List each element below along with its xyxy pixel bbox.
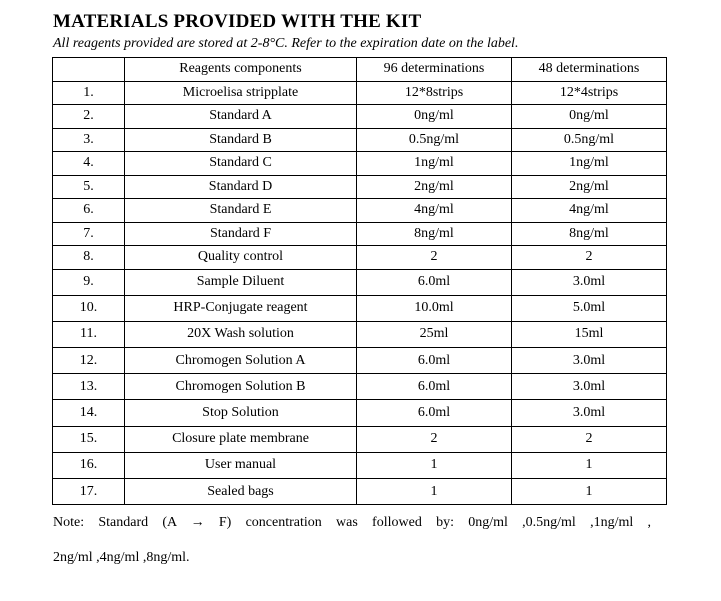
- table-row: [53, 400, 667, 426]
- row-48-amount: 15ml: [512, 321, 667, 347]
- table-row: [53, 348, 667, 374]
- row-component: Sealed bags: [125, 479, 357, 505]
- row-48-amount: 8ng/ml: [512, 222, 667, 246]
- table-row: [53, 426, 667, 452]
- row-component: User manual: [125, 452, 357, 478]
- row-index: 16.: [53, 452, 125, 478]
- row-96-amount: 2: [357, 426, 512, 452]
- storage-instructions: All reagents provided are stored at 2-8°C. Refer to the expiration date on the label.: [53, 36, 519, 51]
- row-96-amount: 0.5ng/ml: [357, 128, 512, 152]
- table-row: [53, 479, 667, 505]
- row-index: 12.: [53, 348, 125, 374]
- row-index: 6.: [53, 199, 125, 223]
- row-component: Closure plate membrane: [125, 426, 357, 452]
- row-48-amount: 1: [512, 452, 667, 478]
- row-component: Stop Solution: [125, 400, 357, 426]
- table-row: [53, 321, 667, 347]
- table-row: [53, 105, 667, 129]
- row-96-amount: 8ng/ml: [357, 222, 512, 246]
- row-component: HRP-Conjugate reagent: [125, 295, 357, 321]
- row-component: Quality control: [125, 246, 357, 270]
- row-index: 2.: [53, 105, 125, 129]
- row-component: Chromogen Solution B: [125, 374, 357, 400]
- row-48-amount: 2ng/ml: [512, 175, 667, 199]
- row-48-amount: 3.0ml: [512, 348, 667, 374]
- row-index: 10.: [53, 295, 125, 321]
- note-line-2: 2ng/ml ,4ng/ml ,8ng/ml.: [53, 550, 190, 565]
- row-96-amount: 12*8strips: [357, 81, 512, 105]
- table-row: [53, 374, 667, 400]
- row-index: 1.: [53, 81, 125, 105]
- row-48-amount: 4ng/ml: [512, 199, 667, 223]
- row-component: Standard E: [125, 199, 357, 223]
- row-48-amount: 3.0ml: [512, 400, 667, 426]
- row-96-amount: 10.0ml: [357, 295, 512, 321]
- row-index: 8.: [53, 246, 125, 270]
- row-index: 4.: [53, 152, 125, 176]
- kit-materials-table: [52, 57, 667, 505]
- table-row: [53, 175, 667, 199]
- row-96-amount: 6.0ml: [357, 400, 512, 426]
- row-96-amount: 6.0ml: [357, 269, 512, 295]
- header-96-determinations: 96 determinations: [357, 58, 512, 82]
- row-component: Standard F: [125, 222, 357, 246]
- row-component: Standard B: [125, 128, 357, 152]
- row-48-amount: 5.0ml: [512, 295, 667, 321]
- table-row: [53, 128, 667, 152]
- row-index: 9.: [53, 269, 125, 295]
- table-row: [53, 452, 667, 478]
- row-component: Standard A: [125, 105, 357, 129]
- header-index: [53, 58, 125, 82]
- row-index: 14.: [53, 400, 125, 426]
- row-96-amount: 25ml: [357, 321, 512, 347]
- row-index: 7.: [53, 222, 125, 246]
- row-48-amount: 3.0ml: [512, 374, 667, 400]
- row-component: Standard D: [125, 175, 357, 199]
- table-row: [53, 246, 667, 270]
- row-96-amount: 1: [357, 452, 512, 478]
- row-index: 15.: [53, 426, 125, 452]
- row-96-amount: 1ng/ml: [357, 152, 512, 176]
- row-48-amount: 0.5ng/ml: [512, 128, 667, 152]
- row-48-amount: 0ng/ml: [512, 105, 667, 129]
- header-component: Reagents components: [125, 58, 357, 82]
- note-line-1: Note: Standard (A → F) concentration was followed by: 0ng/ml ,0.5ng/ml ,1ng/ml ,: [53, 515, 651, 530]
- row-component: Standard C: [125, 152, 357, 176]
- table-row: [53, 81, 667, 105]
- row-component: Microelisa stripplate: [125, 81, 357, 105]
- row-index: 3.: [53, 128, 125, 152]
- page-title: MATERIALS PROVIDED WITH THE KIT: [53, 11, 422, 32]
- row-96-amount: 4ng/ml: [357, 199, 512, 223]
- row-48-amount: 12*4strips: [512, 81, 667, 105]
- row-96-amount: 1: [357, 479, 512, 505]
- row-48-amount: 3.0ml: [512, 269, 667, 295]
- table-header-row: [53, 58, 667, 82]
- row-48-amount: 2: [512, 426, 667, 452]
- row-48-amount: 2: [512, 246, 667, 270]
- row-index: 5.: [53, 175, 125, 199]
- table-row: [53, 269, 667, 295]
- table-row: [53, 152, 667, 176]
- row-96-amount: 0ng/ml: [357, 105, 512, 129]
- row-96-amount: 6.0ml: [357, 374, 512, 400]
- row-index: 17.: [53, 479, 125, 505]
- table-row: [53, 199, 667, 223]
- kit-table-body: [53, 58, 667, 505]
- row-96-amount: 2: [357, 246, 512, 270]
- row-96-amount: 6.0ml: [357, 348, 512, 374]
- row-component: Sample Diluent: [125, 269, 357, 295]
- row-component: Chromogen Solution A: [125, 348, 357, 374]
- table-row: [53, 295, 667, 321]
- row-48-amount: 1: [512, 479, 667, 505]
- header-48-determinations: 48 determinations: [512, 58, 667, 82]
- table-row: [53, 222, 667, 246]
- row-component: 20X Wash solution: [125, 321, 357, 347]
- row-index: 13.: [53, 374, 125, 400]
- row-index: 11.: [53, 321, 125, 347]
- row-48-amount: 1ng/ml: [512, 152, 667, 176]
- row-96-amount: 2ng/ml: [357, 175, 512, 199]
